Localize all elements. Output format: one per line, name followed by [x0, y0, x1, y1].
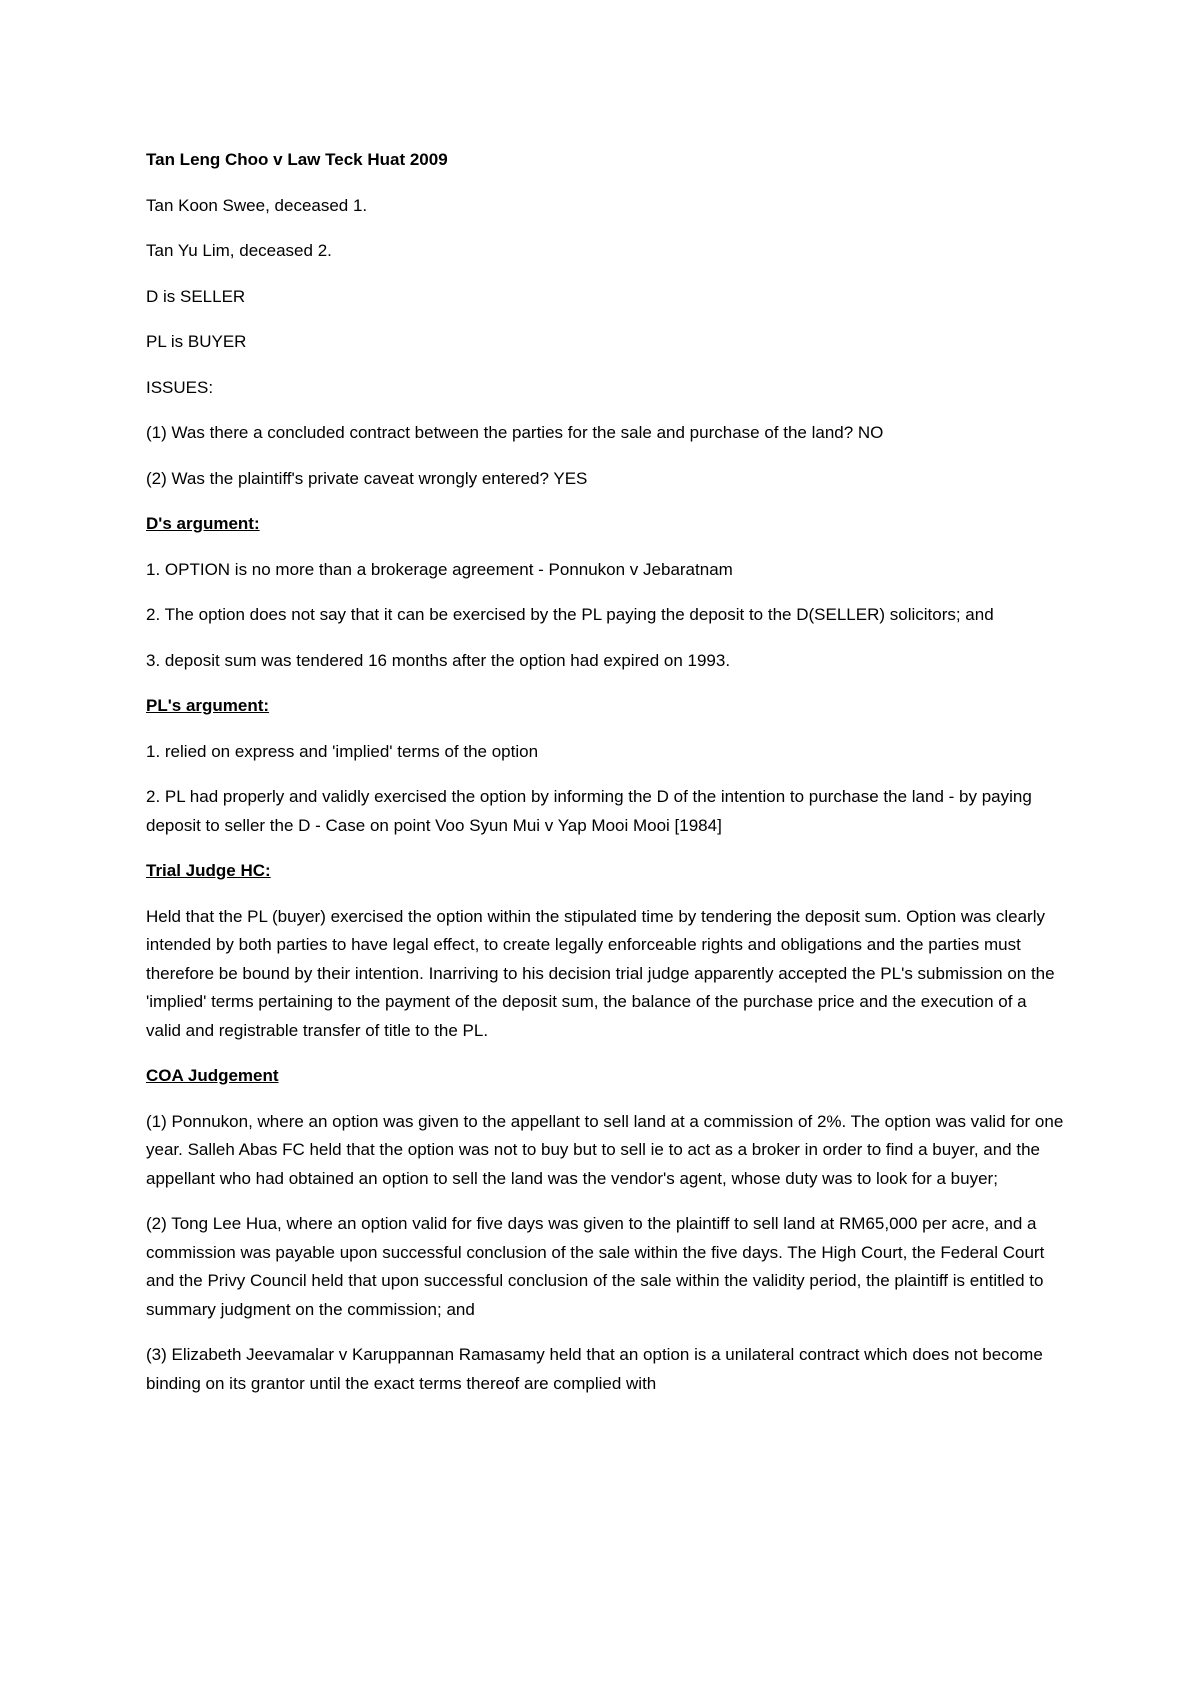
issue-item: (2) Was the plaintiff's private caveat wrongly entered? YES — [146, 468, 588, 488]
d-argument-point: 3. deposit sum was tendered 16 months after the option had expired on 1993. — [146, 650, 731, 670]
d-argument-heading: D's argument: — [146, 514, 260, 533]
case-title: Tan Leng Choo v Law Teck Huat 2009 — [146, 150, 448, 169]
party-line: Tan Koon Swee, deceased 1. — [146, 195, 368, 215]
pl-argument-point: 1. relied on express and 'implied' terms of the option — [146, 741, 539, 761]
coa-point: (3) Elizabeth Jeevamalar v Karuppannan Ramasamy held that an option is a unilateral contract which does not become binding on its grantor until the exact terms thereof are complied with — [146, 1345, 1043, 1393]
party-line: D is SELLER — [146, 286, 246, 306]
issues-label: ISSUES: — [146, 377, 214, 397]
coa-heading: COA Judgement — [146, 1066, 279, 1085]
d-argument-point: 1. OPTION is no more than a brokerage agreement - Ponnukon v Jebaratnam — [146, 559, 733, 579]
pl-argument-heading: PL's argument: — [146, 696, 270, 715]
coa-point: (1) Ponnukon, where an option was given to the appellant to sell land at a commission of 2%. The option was valid for one year. Salleh Abas FC held that the option was not to buy but to sell ie to act as a broker in order to find a buyer, and the appellant who had obtained an option to sell the land was the vendor's agent, whose duty was to look for a buyer; — [146, 1111, 1064, 1188]
d-argument-point: 2. The option does not say that it can be exercised by the PL paying the deposit to the D(SELLER) solicitors; and — [146, 605, 994, 624]
trial-judge-text: Held that the PL (buyer) exercised the option within the stipulated time by tendering the deposit sum. Option was clearly intended by both parties to have legal effect, to create legally enforceable rights and obligations and the parties must therefore be bound by their intention. Inarriving to his decision trial judge apparently accepted the PL's submission on the 'implied' terms pertaining to the payment of the deposit sum, the balance of the purchase price and the execution of a valid and registrable transfer of title to the PL. — [146, 906, 1055, 1040]
pl-argument-point: 2. PL had properly and validly exercised the option by informing the D of the intention to purchase the land - by paying deposit to seller the D - Case on point Voo Syun Mui v Yap Mooi Mooi [1984] — [146, 787, 1032, 835]
issue-item: (1) Was there a concluded contract between the parties for the sale and purchase of the land? NO — [146, 423, 884, 442]
trial-judge-heading: Trial Judge HC: — [146, 861, 271, 880]
party-line: PL is BUYER — [146, 332, 247, 351]
party-line: Tan Yu Lim, deceased 2. — [146, 241, 332, 260]
document-body — [146, 146, 1066, 1415]
coa-point: (2) Tong Lee Hua, where an option valid for five days was given to the plaintiff to sell land at RM65,000 per acre, and a commission was payable upon successful conclusion of the sale within the five days. The High Court, the Federal Court and the Privy Council held that upon successful conclusion of the sale within the validity period, the plaintiff is entitled to summary judgment on the commission; and — [146, 1214, 1045, 1319]
